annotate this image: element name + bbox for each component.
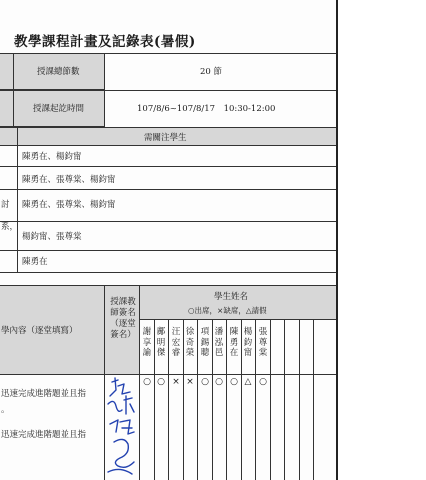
- student-name: 鄺明傑: [156, 327, 166, 358]
- attendance-mark: ×: [186, 377, 194, 387]
- page-title: 教學課程計畫及記錄表(暑假): [14, 34, 196, 50]
- student-name: 楊鈞甯: [243, 327, 253, 358]
- lesson-content: 迅速完成進階題並且指: [1, 389, 87, 399]
- attendance-mark: ○: [259, 377, 267, 387]
- attendance-mark: ○: [201, 377, 209, 387]
- attendance-mark: ○: [215, 377, 223, 387]
- attention-fragment: 討: [1, 200, 10, 210]
- student-name: 謝享諭: [142, 327, 152, 358]
- hours-label: 授課總節數: [37, 67, 80, 77]
- attention-students: 陳勇在、張尊棠、楊鈞甯: [22, 200, 116, 210]
- student-name: 張尊棠: [258, 327, 268, 358]
- teacher-signature: [104, 374, 140, 480]
- attendance-mark: △: [244, 377, 252, 387]
- content-header: 學內容（逐堂填寫）: [1, 326, 78, 336]
- teacher-sign-header: 授課教師簽名（逐堂簽名）: [110, 297, 136, 340]
- attention-students: 陳勇在、張尊棠、楊鈞甯: [22, 175, 116, 185]
- attendance-mark: ○: [157, 377, 165, 387]
- attention-fragment: 系，: [1, 222, 19, 232]
- students-header: 學生姓名: [214, 292, 249, 302]
- attention-students: 楊鈞甯、張尊棠: [22, 232, 82, 242]
- period-value: 107/8/6~107/8/17 10:30-12:00: [137, 104, 276, 114]
- student-name: 項錫聰: [200, 327, 210, 358]
- student-name: 徐奇榮: [185, 327, 195, 358]
- hours-value: 20 節: [200, 67, 223, 77]
- attendance-mark: ○: [230, 377, 238, 387]
- period-label: 授課起訖時間: [33, 104, 85, 114]
- attention-students: 陳勇在: [22, 257, 48, 267]
- student-name: 汪宏睿: [171, 327, 181, 358]
- student-name: 潘泓邑: [214, 327, 224, 358]
- attention-students: 陳勇在、楊鈞甯: [22, 152, 82, 162]
- attention-header: 需關注學生: [144, 133, 187, 143]
- student-name: 陳勇在: [229, 327, 239, 358]
- attendance-mark: ×: [172, 377, 180, 387]
- attendance-mark: ○: [143, 377, 151, 387]
- page-edge: [336, 0, 338, 480]
- attendance-legend: ○出席，×缺席，△請假: [188, 306, 267, 315]
- lesson-content-continued: 。: [1, 405, 10, 415]
- lesson-content: 迅速完成進階題並且指: [1, 430, 87, 440]
